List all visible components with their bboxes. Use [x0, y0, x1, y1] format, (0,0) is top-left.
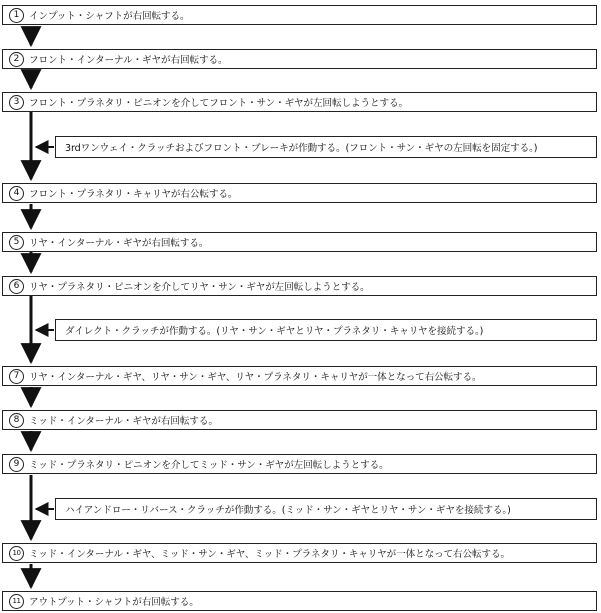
step-text-11: アウトプット・シャフトが右回転する。 [29, 597, 199, 608]
note-2 [55, 319, 597, 341]
step-text-5: リヤ・インターナル・ギヤが右回転する。 [29, 238, 209, 249]
note-1 [55, 136, 597, 158]
step-3 [2, 92, 597, 112]
step-number-9: 9 [9, 457, 24, 472]
step-number-3: 3 [9, 95, 24, 110]
step-5 [2, 232, 597, 252]
step-text-4: フロント・プラネタリ・キャリヤが右公転する。 [29, 189, 238, 200]
step-number-1: 1 [9, 8, 24, 23]
step-number-5: 5 [9, 235, 24, 250]
step-6 [2, 276, 597, 296]
step-2 [2, 49, 597, 69]
step-text-2: フロント・インターナル・ギヤが右回転する。 [29, 55, 228, 66]
step-1 [2, 5, 597, 25]
note-text-1: 3rdワンウェイ・クラッチおよびフロント・ブレーキが作動する。(フロント・サン・ギヤの左回転を固定する。) [65, 143, 538, 154]
step-9 [2, 454, 597, 474]
step-number-2: 2 [9, 52, 24, 67]
step-text-8: ミッド・インターナル・ギヤが右回転する。 [29, 416, 218, 427]
step-text-6: リヤ・プラネタリ・ピニオンを介してリヤ・サン・ギヤが左回転しようとする。 [29, 282, 370, 293]
step-number-10: 10 [9, 546, 24, 561]
step-number-8: 8 [9, 413, 24, 428]
note-3 [55, 498, 597, 520]
step-4 [2, 183, 597, 203]
step-number-4: 4 [9, 186, 24, 201]
step-11 [2, 591, 597, 611]
step-number-7: 7 [9, 369, 24, 384]
step-text-7: リヤ・インターナル・ギヤ、リヤ・サン・ギヤ、リヤ・プラネタリ・キャリヤが一体となって右公転する。 [29, 372, 482, 383]
note-text-3: ハイアンドロー・リバース・クラッチが作動する。(ミッド・サン・ギヤとリヤ・サン・ギヤを接続する。) [65, 505, 511, 516]
step-7 [2, 366, 597, 386]
note-text-2: ダイレクト・クラッチが作動する。(リヤ・サン・ギヤとリヤ・プラネタリ・キャリヤを接続する。) [65, 326, 484, 337]
step-text-10: ミッド・インターナル・ギヤ、ミッド・サン・ギヤ、ミッド・プラネタリ・キャリヤが一体となって右公転する。 [29, 549, 511, 560]
step-8 [2, 410, 597, 430]
step-10 [2, 543, 597, 563]
step-number-6: 6 [9, 279, 24, 294]
step-text-9: ミッド・プラネタリ・ピニオンを介してミッド・サン・ギヤが左回転しようとする。 [29, 460, 389, 471]
step-number-11: 11 [9, 594, 24, 609]
step-text-3: フロント・プラネタリ・ピニオンを介してフロント・サン・ギヤが左回転しようとする。 [29, 98, 408, 109]
step-text-1: インプット・シャフトが右回転する。 [29, 11, 190, 22]
